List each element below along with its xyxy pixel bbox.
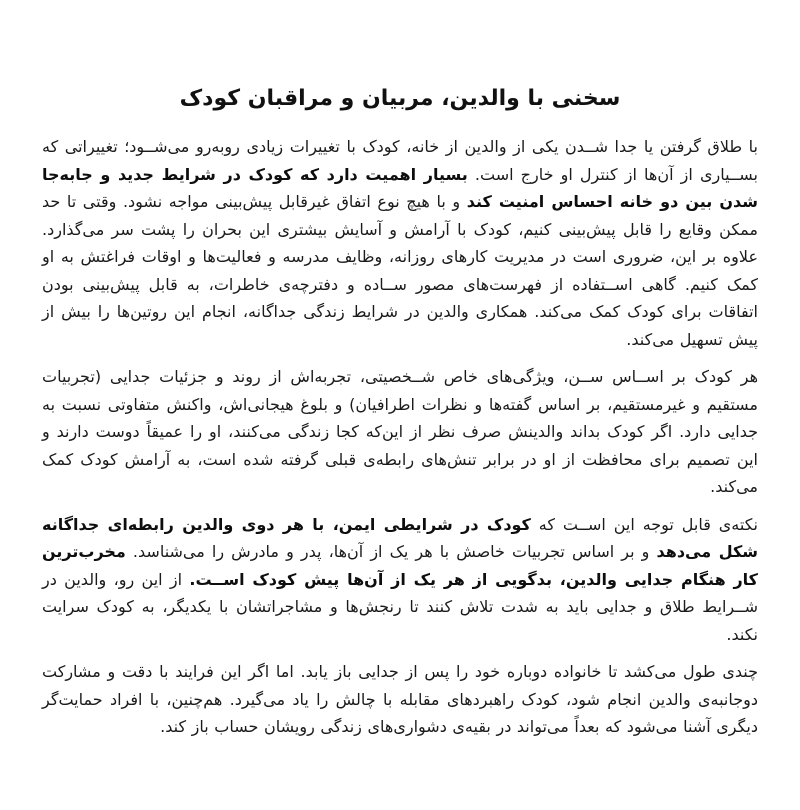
text-segment: چندی طول می‌کشد تا خانواده دوباره خود را پس از جدایی باز یابد. اما اگر این فرایند با دقت و مشارکت دوجانبه‌ی والدین انجام شود، کودک راهبردهای مقابله با چالش را یاد می‌گیرد. هم‌چنین، با افراد حمایت‌گر دیگری آشنا می‌شود که بعداً می‌تواند در بقیه‌ی دشواری‌های زندگی رویشان حساب باز کند. <box>42 662 758 736</box>
paragraph-3 <box>42 511 758 649</box>
text-segment: و بر اساس تجربیات خاصش با هر یک از آن‌ها، پدر و مادرش را می‌شناسد. <box>125 542 657 561</box>
document-title: سخنی با والدین، مربیان و مراقبان کودک <box>179 86 621 111</box>
text-segment: هر کودک بر اســاس ســن، ویژگی‌های خاص شــخصیتی، تجربه‌اش از روند و جزئیات جدایی (تجربیات مستقیم و غیرمستقیم، بر اساس گفته‌ها و نظرات اطرافیان) و بلوغ هیجانی‌اش، واکنش متفاوتی نسبت به جدایی دارد. اگر کودک بداند والدینش صرف نظر از این‌که کجا زندگی می‌کنند، او را عمیقاً دوست دارند و این تصمیم برای محافظت از او در برابر تنش‌های رابطه‌ی قبلی گرفته شده است، به آرامش کودک کمک می‌کند. <box>42 367 758 496</box>
text-segment: از این رو، والدین در شــرایط طلاق و جدایی باید به شدت تلاش کنند تا رنجش‌ها و مشاجراتشان با یکدیگر، به کودک سرایت نکند. <box>42 569 758 644</box>
paragraph-1 <box>42 133 758 353</box>
text-segment: نکته‌ی قابل توجه این اســت که <box>530 514 758 534</box>
paragraph-4 <box>42 658 758 741</box>
paragraph-2 <box>42 363 758 501</box>
text-segment-bold: بسیار اهمیت دارد که کودک در شرایط جدید و جابه‌جا شدن بین دو خانه احساس امنیت کند <box>42 164 759 211</box>
text-segment: با طلاق گرفتن یا جدا شــدن یکی از والدین از خانه، کودک با تغییرات زیادی روبه‌رو می‌شــود؛ تغییراتی که بســیاری از آن‌ها از کنترل او خارج است. <box>42 137 758 184</box>
text-segment-bold: مخرب‌ترین کار هنگام جدایی والدین، بدگویی از هر یک از آن‌ها پیش کودک اســت. <box>42 542 758 589</box>
text-segment: و با هیچ نوع اتفاق غیرقابل پیش‌بینی مواجه نشود. وقتی تا حد ممکن وقایع را قابل پیش‌بینی کنیم، کودک با آرامش و آسایش بیشتری این بحران را پشت سر می‌گذارد. علاوه بر این، ضروری است در مدیریت کارهای روزانه، وظایف مدرسه و فعالیت‌ها و اوقات فراغتش به او کمک کنیم. گاهی اســتفاده از فهرست‌های مصور ســاده و دفترچه‌ی خاطرات، به قابل پیش‌بینی بودن اتفاقات برای کودک کمک می‌کند. همکاری والدین در شرایط زندگی جداگانه، انجام این روتین‌ها را بیش از پیش تسهیل می‌کند. <box>42 192 758 349</box>
text-segment-bold: کودک در شرایطی ایمن، با هر دوی والدین رابطه‌ای جداگانه شکل می‌دهد <box>42 514 759 561</box>
